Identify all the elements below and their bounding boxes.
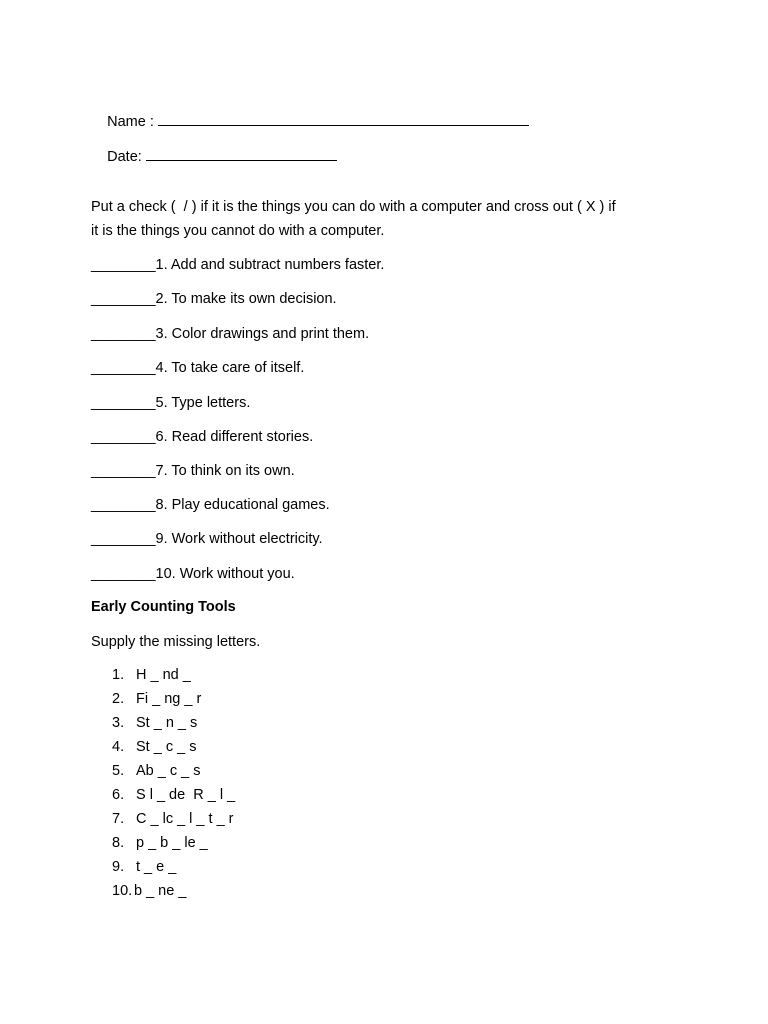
list-number: 9. bbox=[112, 859, 125, 875]
list-item bbox=[112, 858, 176, 876]
list-text: St _ c _ s bbox=[136, 739, 197, 755]
check-item-text: 10. Work without you. bbox=[155, 566, 295, 582]
list-number: 5. bbox=[112, 763, 125, 779]
date-blank[interactable] bbox=[146, 148, 337, 161]
list-text: H _ nd _ bbox=[136, 667, 191, 683]
answer-blank[interactable]: ________ bbox=[91, 257, 156, 273]
list-text: St _ n _ s bbox=[136, 715, 198, 731]
list-number: 8. bbox=[112, 835, 125, 851]
list-item bbox=[112, 810, 234, 828]
list-item bbox=[112, 834, 208, 852]
answer-blank[interactable]: ________ bbox=[91, 497, 156, 513]
list-item bbox=[112, 786, 235, 804]
check-item-text: 4. To take care of itself. bbox=[155, 360, 305, 376]
answer-blank[interactable]: ________ bbox=[91, 326, 156, 342]
list-item bbox=[112, 882, 186, 900]
section-title: Early Counting Tools bbox=[91, 599, 236, 615]
list-item bbox=[112, 666, 191, 684]
list-text: Fi _ ng _ r bbox=[136, 691, 202, 707]
check-item-text: 2. To make its own decision. bbox=[155, 291, 337, 307]
list-item bbox=[112, 762, 200, 780]
check-item bbox=[91, 359, 304, 377]
list-text: p _ b _ le _ bbox=[136, 835, 208, 851]
answer-blank[interactable]: ________ bbox=[91, 395, 156, 411]
answer-blank[interactable]: ________ bbox=[91, 463, 156, 479]
name-blank[interactable] bbox=[158, 113, 529, 126]
list-number: 3. bbox=[112, 715, 125, 731]
check-item-text: 7. To think on its own. bbox=[155, 463, 295, 479]
answer-blank[interactable]: ________ bbox=[91, 360, 156, 376]
instruction-line-2: it is the things you cannot do with a computer. bbox=[91, 223, 385, 239]
check-item-text: 5. Type letters. bbox=[155, 395, 251, 411]
list-text: t _ e _ bbox=[136, 859, 177, 875]
list-item bbox=[112, 690, 201, 708]
list-text: C _ lc _ l _ t _ r bbox=[136, 811, 234, 827]
answer-blank[interactable]: ________ bbox=[91, 531, 156, 547]
list-item bbox=[112, 714, 197, 732]
list-item bbox=[112, 738, 196, 756]
list-number: 7. bbox=[112, 811, 125, 827]
list-number: 2. bbox=[112, 691, 125, 707]
check-item bbox=[91, 290, 337, 308]
list-number: 10. bbox=[112, 883, 133, 899]
list-number: 4. bbox=[112, 739, 125, 755]
check-item bbox=[91, 530, 323, 548]
check-item bbox=[91, 428, 313, 446]
check-item bbox=[91, 325, 369, 343]
date-line bbox=[91, 130, 337, 184]
list-text: b _ ne _ bbox=[134, 883, 187, 899]
check-item-text: 1. Add and subtract numbers faster. bbox=[155, 257, 385, 273]
answer-blank[interactable]: ________ bbox=[91, 291, 156, 307]
instruction-line-1: Put a check ( / ) if it is the things you can do with a computer and cross out ( X ) if bbox=[91, 199, 616, 215]
check-item-text: 6. Read different stories. bbox=[155, 429, 314, 445]
answer-blank[interactable]: ________ bbox=[91, 566, 156, 582]
list-number: 1. bbox=[112, 667, 125, 683]
check-item-text: 3. Color drawings and print them. bbox=[155, 326, 370, 342]
check-item-text: 9. Work without electricity. bbox=[155, 531, 323, 547]
check-item bbox=[91, 565, 295, 583]
list-number: 6. bbox=[112, 787, 125, 803]
list-text: Ab _ c _ s bbox=[136, 763, 201, 779]
section-instruction: Supply the missing letters. bbox=[91, 634, 261, 650]
check-item bbox=[91, 394, 250, 412]
date-label: Date: bbox=[107, 149, 146, 165]
check-item-text: 8. Play educational games. bbox=[155, 497, 330, 513]
check-item bbox=[91, 462, 295, 480]
check-item bbox=[91, 496, 330, 514]
answer-blank[interactable]: ________ bbox=[91, 429, 156, 445]
check-item bbox=[91, 256, 384, 274]
name-label: Name : bbox=[107, 114, 158, 130]
list-text: S l _ de R _ l _ bbox=[136, 787, 236, 803]
